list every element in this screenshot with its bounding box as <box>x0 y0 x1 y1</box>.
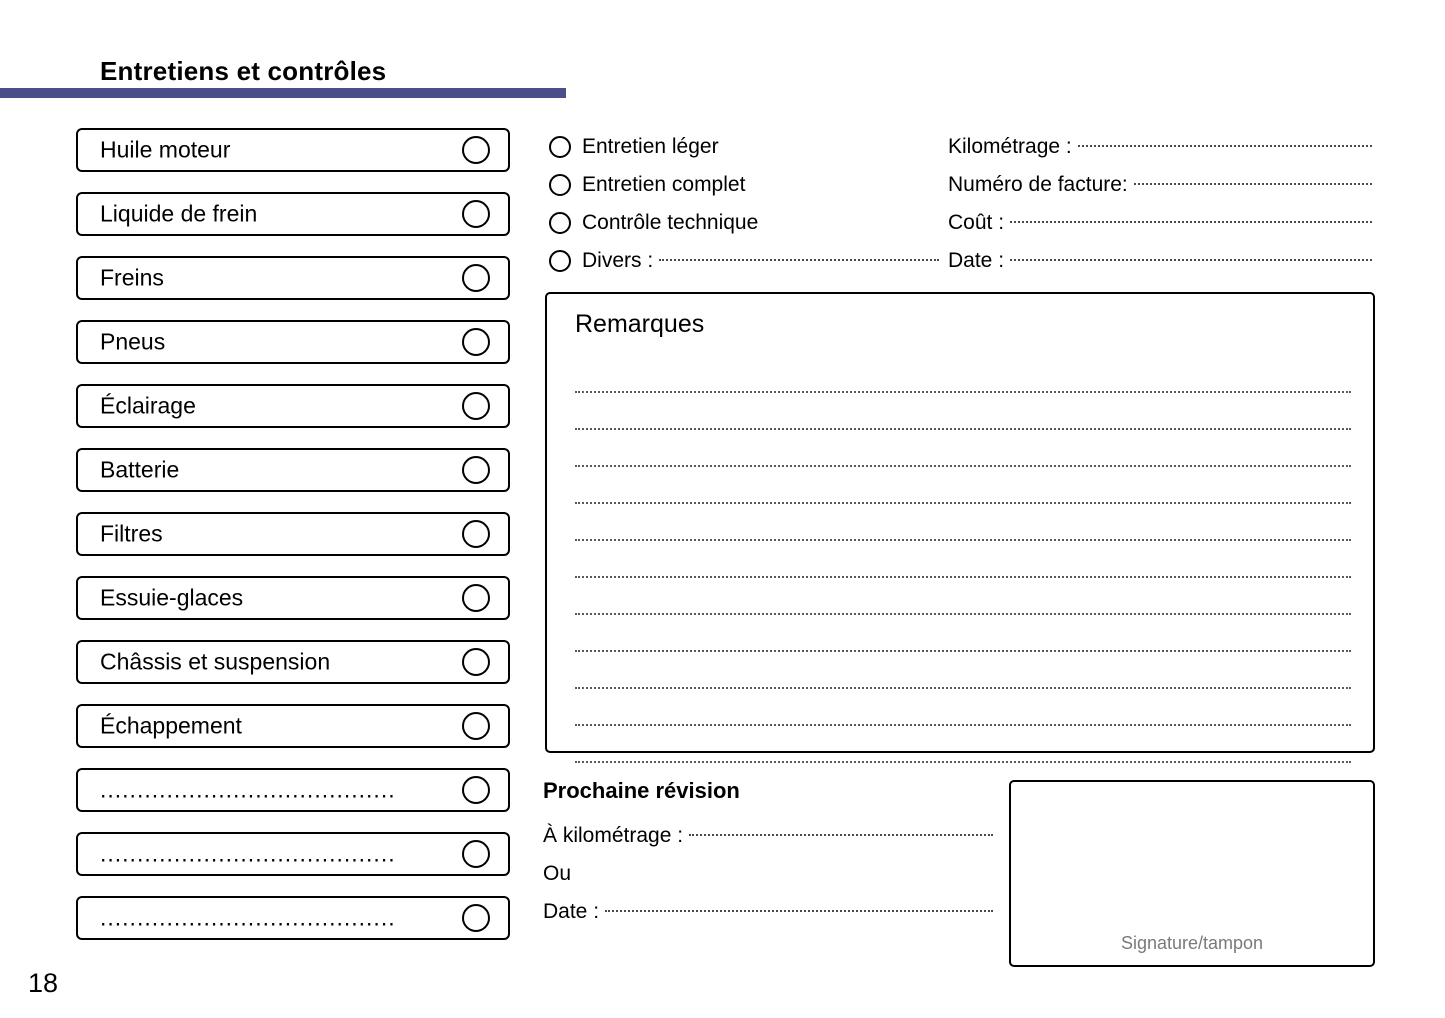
remarks-line[interactable] <box>575 578 1351 615</box>
next-revision-section <box>543 778 993 931</box>
checkbox-circle-icon[interactable] <box>462 776 490 804</box>
checklist-item-label: Éclairage <box>100 392 196 419</box>
checklist-item-label: Liquide de frein <box>100 200 258 227</box>
checklist-item[interactable] <box>76 576 510 620</box>
remarks-line[interactable] <box>575 689 1351 726</box>
checkbox-circle-icon[interactable] <box>462 904 490 932</box>
service-type-option-controle-technique[interactable] <box>549 204 939 242</box>
remarks-line[interactable] <box>575 726 1351 763</box>
next-revision-title: Prochaine révision <box>543 778 740 803</box>
radio-circle-icon[interactable] <box>549 174 571 196</box>
page-number: 18 <box>28 968 59 998</box>
checklist-item[interactable] <box>76 512 510 556</box>
field-label: Date : <box>948 249 1005 272</box>
radio-circle-icon[interactable] <box>549 212 571 234</box>
next-revision-or-row <box>543 855 993 893</box>
field-value-line[interactable] <box>1078 144 1372 147</box>
remarks-line[interactable] <box>575 541 1351 578</box>
field-value-line[interactable] <box>1010 258 1372 261</box>
checkbox-circle-icon[interactable] <box>462 520 490 548</box>
checklist-item-label: Échappement <box>100 712 242 739</box>
checklist-item-label: Essuie-glaces <box>100 584 244 611</box>
divers-write-in-line[interactable] <box>659 258 939 261</box>
next-revision-mileage-row[interactable] <box>543 817 993 855</box>
checkbox-circle-icon[interactable] <box>462 264 490 292</box>
field-label: Coût : <box>948 211 1005 234</box>
checklist-item[interactable] <box>76 640 510 684</box>
remarks-title: Remarques <box>575 310 705 338</box>
checklist-item[interactable] <box>76 128 510 172</box>
checkbox-circle-icon[interactable] <box>462 584 490 612</box>
service-type-option-entretien-complet[interactable] <box>549 166 939 204</box>
remarks-box[interactable] <box>545 292 1375 753</box>
radio-circle-icon[interactable] <box>549 250 571 272</box>
checklist-item[interactable] <box>76 256 510 300</box>
checkbox-circle-icon[interactable] <box>462 840 490 868</box>
checkbox-circle-icon[interactable] <box>462 328 490 356</box>
checklist-item-label: Châssis et suspension <box>100 648 331 675</box>
remarks-line[interactable] <box>575 615 1351 652</box>
checklist-item-label: Freins <box>100 264 164 291</box>
checklist-item[interactable] <box>76 320 510 364</box>
checklist-item-blank[interactable] <box>76 832 510 876</box>
checkbox-circle-icon[interactable] <box>462 136 490 164</box>
remarks-line[interactable] <box>575 652 1351 689</box>
checklist-item-label: Batterie <box>100 456 180 483</box>
field-cout[interactable] <box>948 204 1372 242</box>
field-value-line[interactable] <box>1010 220 1372 223</box>
checklist-item-label: Filtres <box>100 520 163 547</box>
remarks-line[interactable] <box>575 356 1351 393</box>
checkbox-circle-icon[interactable] <box>462 392 490 420</box>
checklist-item-label: Huile moteur <box>100 136 231 163</box>
service-type-label: Entretien léger <box>582 135 719 158</box>
next-revision-mileage-label: À kilométrage : <box>543 824 684 847</box>
checkbox-circle-icon[interactable] <box>462 648 490 676</box>
maintenance-checklist <box>76 128 510 960</box>
field-label: Kilométrage : <box>948 135 1072 158</box>
page-title: Entretiens et contrôles <box>100 56 387 86</box>
field-value-line[interactable] <box>1134 182 1372 185</box>
checklist-item[interactable] <box>76 704 510 748</box>
checklist-item[interactable] <box>76 192 510 236</box>
checklist-item[interactable] <box>76 448 510 492</box>
field-kilometrage[interactable] <box>948 128 1372 166</box>
radio-circle-icon[interactable] <box>549 136 571 158</box>
checklist-item[interactable] <box>76 384 510 428</box>
service-type-group <box>549 128 939 280</box>
service-type-label: Entretien complet <box>582 173 746 196</box>
checkbox-circle-icon[interactable] <box>462 200 490 228</box>
checklist-item-blank-line: ........................................ <box>100 840 396 867</box>
checklist-item-blank[interactable] <box>76 896 510 940</box>
next-revision-date-label: Date : <box>543 900 600 923</box>
next-revision-mileage-line[interactable] <box>689 833 993 836</box>
field-date[interactable] <box>948 242 1372 280</box>
remarks-line[interactable] <box>575 467 1351 504</box>
next-revision-date-line[interactable] <box>605 909 993 912</box>
service-type-label: Divers : <box>582 249 654 272</box>
field-numero-de-facture[interactable] <box>948 166 1372 204</box>
checklist-item-blank-line: ........................................ <box>100 776 396 803</box>
remarks-line[interactable] <box>575 393 1351 430</box>
service-type-option-divers[interactable] <box>549 242 939 280</box>
checklist-item-blank-line: ........................................ <box>100 904 396 931</box>
remarks-line[interactable] <box>575 504 1351 541</box>
next-revision-date-row[interactable] <box>543 893 993 931</box>
remarks-line[interactable] <box>575 430 1351 467</box>
remarks-lines[interactable] <box>575 356 1351 763</box>
checklist-item-blank[interactable] <box>76 768 510 812</box>
signature-caption: Signature/tampon <box>1120 933 1264 953</box>
checklist-item-label: Pneus <box>100 328 166 355</box>
signature-box[interactable] <box>1009 780 1375 967</box>
service-type-option-entretien-leger[interactable] <box>549 128 939 166</box>
checkbox-circle-icon[interactable] <box>462 456 490 484</box>
header-rule <box>0 88 566 98</box>
field-label: Numéro de facture: <box>948 173 1128 196</box>
service-type-label: Contrôle technique <box>582 211 759 234</box>
next-revision-or-label: Ou <box>543 862 572 885</box>
checkbox-circle-icon[interactable] <box>462 712 490 740</box>
service-details-fields <box>948 128 1372 280</box>
